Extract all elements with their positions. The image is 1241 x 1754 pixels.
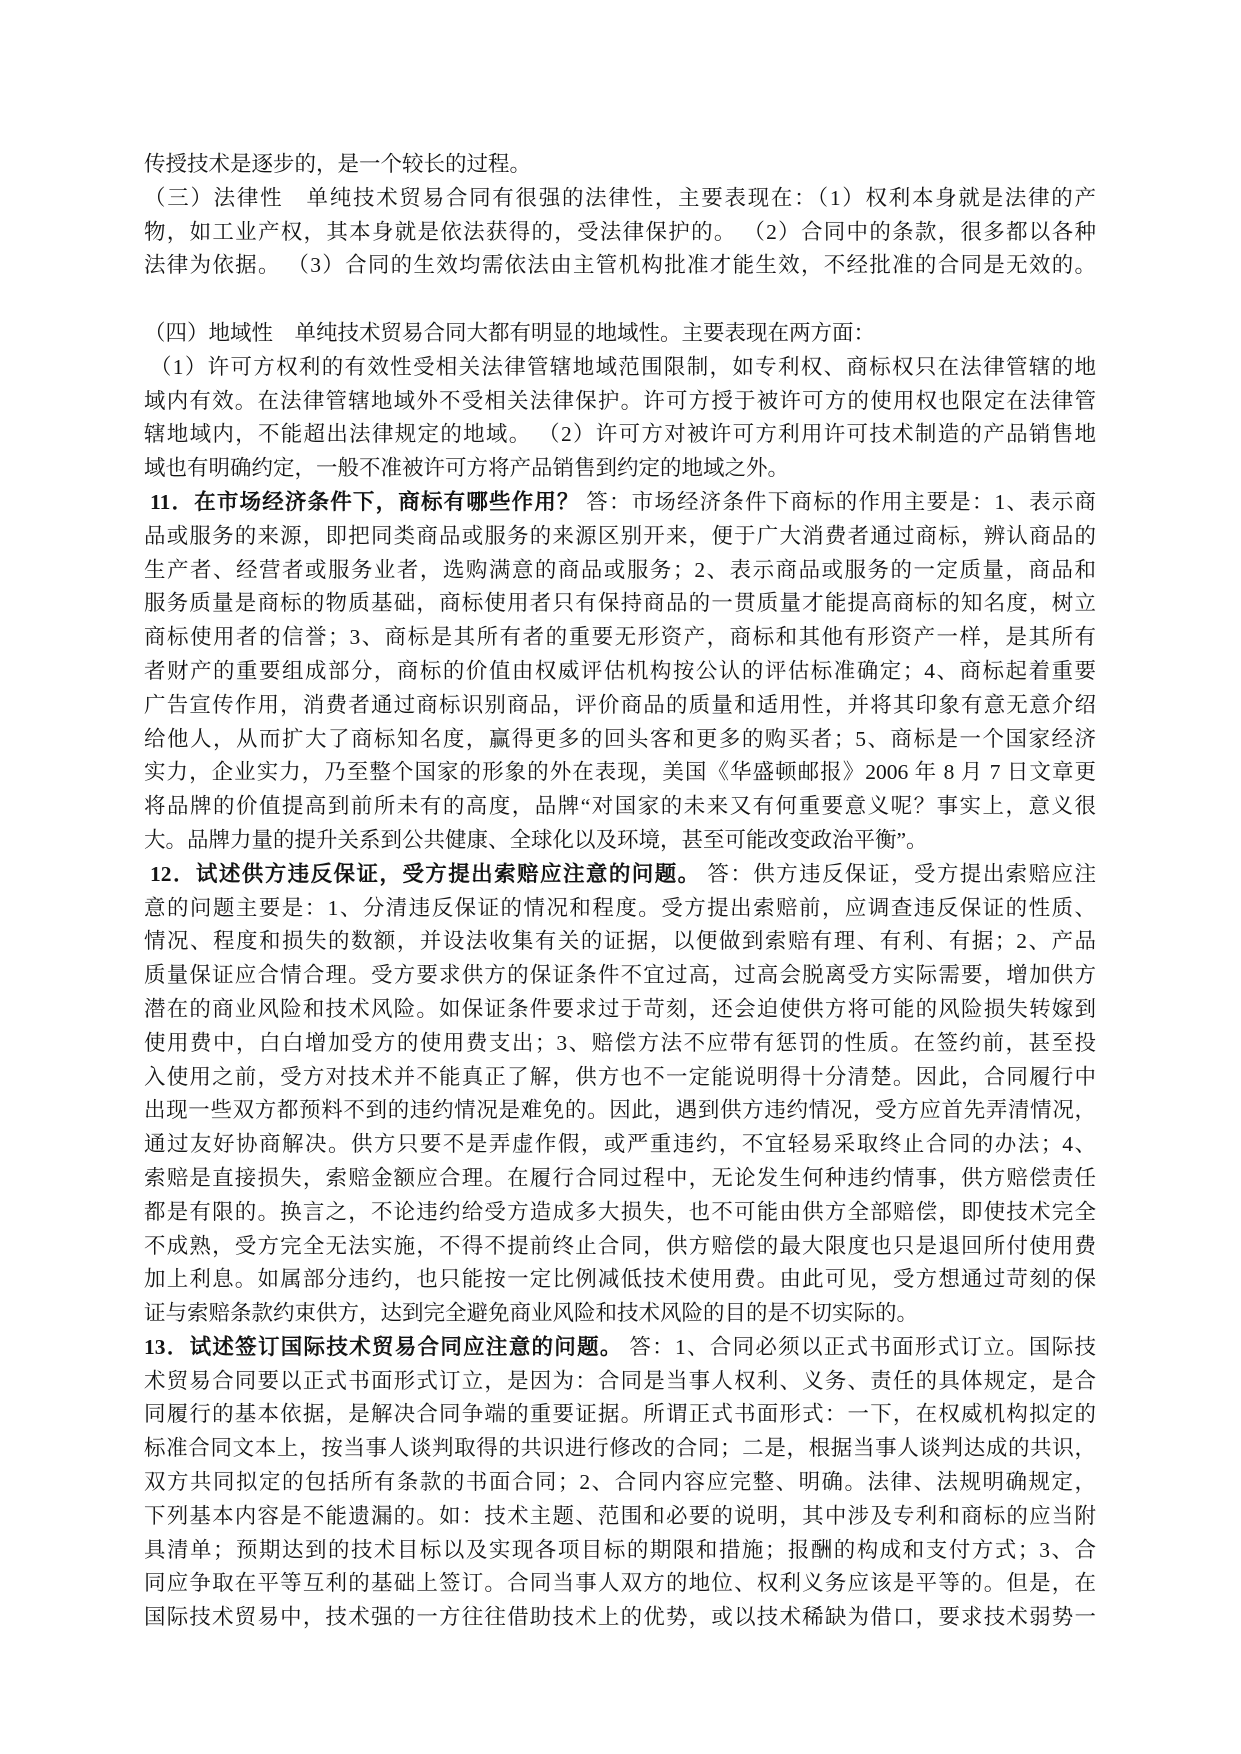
text-line: 域内有效。在法律管辖地域外不受相关法律保护。许可方授于被许可方的使用权也限定在法律管	[144, 388, 1096, 413]
text-line: （1）许可方权利的有效性受相关法律管辖地域范围限制，如专利权、商标权只在法律管辖的地	[150, 354, 1096, 379]
text-line: 法律为依据。 （3）合同的生效均需依法由主管机构批准才能生效，不经批准的合同是无效的。	[144, 253, 1096, 278]
text-line: 传授技术是逐步的，是一个较长的过程。	[144, 152, 532, 176]
text-line: 使用费中，白白增加受方的使用费支出；3、赔偿方法不应带有惩罚的性质。在签约前，甚至投	[144, 1030, 1096, 1055]
text-line: 加上利息。如属部分违约，也只能按一定比例减低技术使用费。由此可见，受方想通过苛刻的保	[144, 1267, 1096, 1292]
text-line: 服务质量是商标的物质基础，商标使用者只有保持商品的一贯质量才能提高商标的知名度，树立	[144, 591, 1096, 616]
text-line: 给他人，从而扩大了商标知名度，赢得更多的回头客和更多的购买者；5、商标是一个国家经济	[144, 726, 1096, 751]
text-line: 通过友好协商解决。供方只要不是弄虚作假，或严重违约，不宜轻易采取终止合同的办法；4、	[144, 1132, 1096, 1157]
text-line: 实力，企业实力，乃至整个国家的形象的外在表现，美国《华盛顿邮报》2006 年 8 月 7 日文章更	[144, 760, 1096, 785]
question-13	[144, 1331, 1096, 1365]
document-body	[144, 148, 1096, 1635]
text-line: 证与索赔条款约束供方，达到完全避免商业风险和技术风险的目的是不切实际的。	[144, 1301, 919, 1326]
text-line: 将品牌的价值提高到前所未有的高度，品牌“对国家的未来又有何重要意义呢？事实上，意义很	[144, 794, 1096, 819]
text-line: 出现一些双方都预料不到的违约情况是难免的。因此，遇到供方违约情况，受方应首先弄清情况，	[144, 1098, 1096, 1123]
text-line: 索赔是直接损失，索赔金额应合理。在履行合同过程中，无论发生何种违约情事，供方赔偿责任	[144, 1165, 1096, 1190]
text-line: 生产者、经营者或服务业者，选购满意的商品或服务；2、表示商品或服务的一定质量，商品和	[144, 557, 1096, 582]
question-11-title: 11．在市场经济条件下，商标有哪些作用？	[150, 489, 580, 514]
question-11	[144, 486, 1096, 520]
text-line: 具清单；预期达到的技术目标以及实现各项目标的期限和措施；报酬的构成和支付方式；3、合	[144, 1537, 1096, 1562]
section-heading-territoriality: （四）地域性 单纯技术贸易合同大都有明显的地域性。主要表现在两方面：	[144, 320, 876, 345]
text-line: 国际技术贸易中，技术强的一方往往借助技术上的优势，或以技术稀缺为借口，要求技术弱势一	[144, 1605, 1096, 1630]
text-line: 双方共同拟定的包括所有条款的书面合同；2、合同内容应完整、明确。法律、法规明确规定，	[144, 1470, 1096, 1495]
question-12-title: 12．试述供方违反保证，受方提出索赔应注意的问题。	[150, 861, 701, 886]
text-line: 同应争取在平等互利的基础上签订。合同当事人双方的地位、权利义务应该是平等的。但是，在	[144, 1571, 1096, 1596]
text-line: 术贸易合同要以正式书面形式订立，是因为：合同是当事人权利、义务、责任的具体规定，是合	[144, 1368, 1096, 1393]
section-heading-legality: （三）法律性 单纯技术贸易合同有很强的法律性，主要表现在：（1）权利本身就是法律的产	[144, 185, 1096, 210]
text-line: 辖地域内，不能超出法律规定的地域。 （2）许可方对被许可方利用许可技术制造的产品销售地	[144, 422, 1096, 447]
paragraph-spacer	[144, 283, 1096, 317]
text-line: 不成熟，受方完全无法实施，不得不提前终止合同，供方赔偿的最大限度也只是退回所付使用费	[144, 1233, 1096, 1258]
question-11-answer: 答：市场经济条件下商标的作用主要是：1、表示商	[579, 489, 1096, 514]
text-line: 者财产的重要组成部分，商标的价值由权威评估机构按公认的评估标准确定；4、商标起着重要	[144, 658, 1096, 683]
text-line: 广告宣传作用，消费者通过商标识别商品，评价商品的质量和适用性，并将其印象有意无意介绍	[144, 692, 1096, 717]
question-13-answer: 答：1、合同必须以正式书面形式订立。国际技	[622, 1334, 1096, 1359]
text-line: 物，如工业产权，其本身就是依法获得的，受法律保护的。 （2）合同中的条款，很多都以各种	[144, 219, 1096, 244]
text-line: 潜在的商业风险和技术风险。如保证条件要求过于苛刻，还会迫使供方将可能的风险损失转嫁到	[144, 996, 1096, 1021]
text-line: 品或服务的来源，即把同类商品或服务的来源区别开来，便于广大消费者通过商标，辨认商品的	[144, 523, 1096, 548]
text-line: 下列基本内容是不能遗漏的。如：技术主题、范围和必要的说明，其中涉及专利和商标的应当附	[144, 1503, 1096, 1528]
text-line: 质量保证应合情合理。受方要求供方的保证条件不宜过高，过高会脱离受方实际需要，增加供方	[144, 963, 1096, 988]
text-line: 标准合同文本上，按当事人谈判取得的共识进行修改的合同；二是，根据当事人谈判达成的共识，	[144, 1436, 1096, 1461]
question-12	[144, 858, 1096, 892]
question-13-title: 13．试述签订国际技术贸易合同应注意的问题。	[144, 1334, 623, 1359]
text-line: 意的问题主要是：1、分清违反保证的情况和程度。受方提出索赔前，应调查违反保证的性质、	[144, 895, 1096, 920]
question-12-answer: 答：供方违反保证，受方提出索赔应注	[700, 861, 1096, 886]
text-line: 入使用之前，受方对技术并不能真正了解，供方也不一定能说明得十分清楚。因此，合同履行中	[144, 1064, 1096, 1089]
text-line: 大。品牌力量的提升关系到公共健康、全球化以及环境，甚至可能改变政治平衡”。	[144, 827, 928, 852]
text-line: 同履行的基本依据，是解决合同争端的重要证据。所谓正式书面形式：一下，在权威机构拟定的	[144, 1402, 1096, 1427]
text-line: 情况、程度和损失的数额，并设法收集有关的证据，以便做到索赔有理、有利、有据；2、产品	[144, 929, 1096, 954]
text-line: 都是有限的。换言之，不论违约给受方造成多大损失，也不可能由供方全部赔偿，即使技术完全	[144, 1199, 1096, 1224]
text-line: 商标使用者的信誉；3、商标是其所有者的重要无形资产，商标和其他有形资产一样，是其所有	[144, 625, 1096, 650]
text-line: 域也有明确约定，一般不准被许可方将产品销售到约定的地域之外。	[144, 456, 790, 481]
